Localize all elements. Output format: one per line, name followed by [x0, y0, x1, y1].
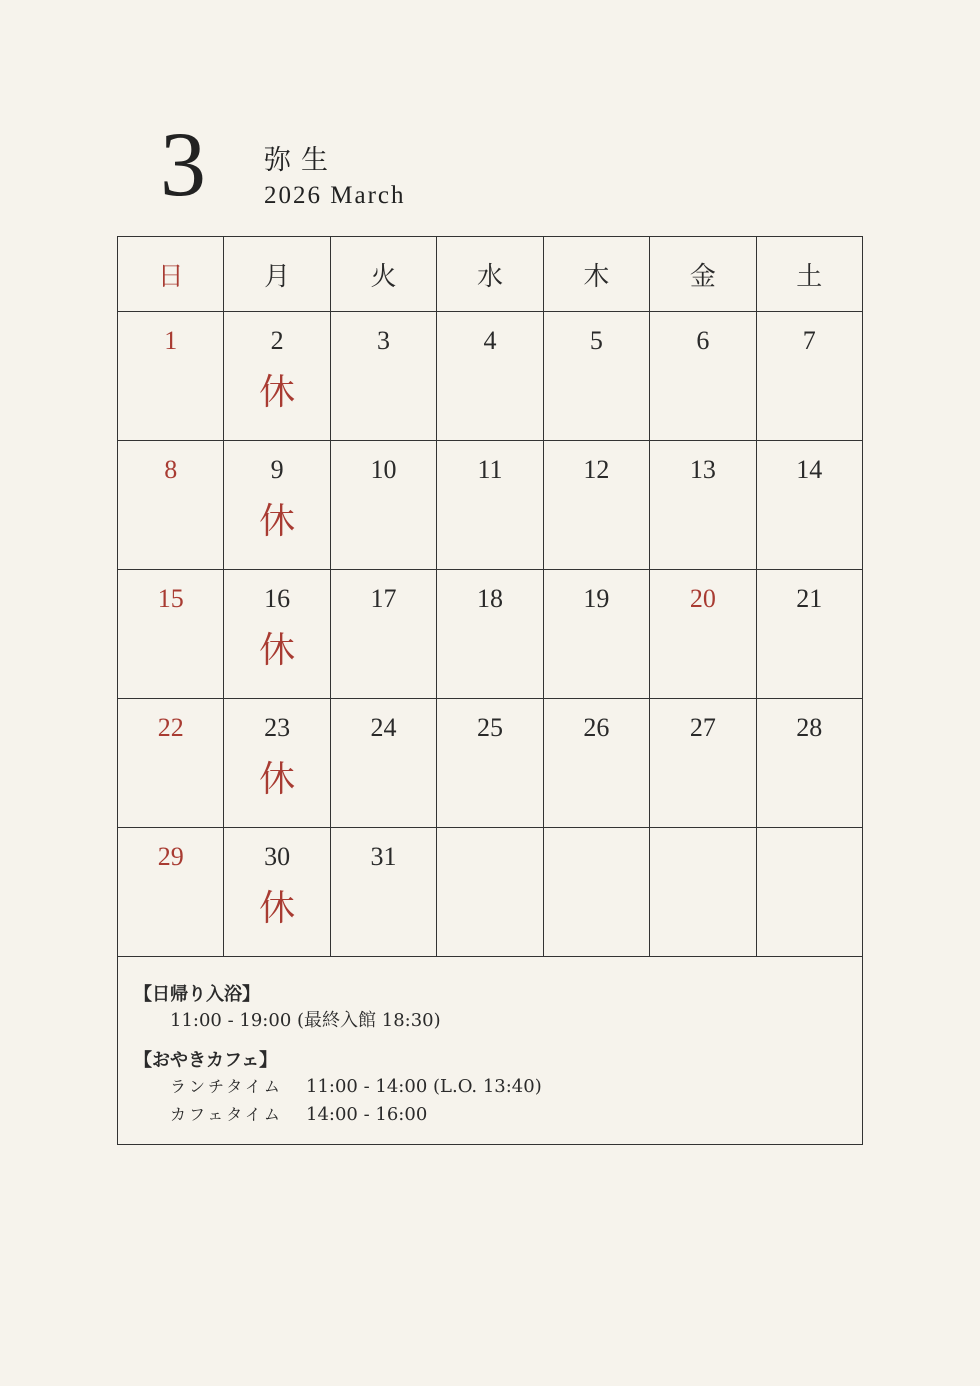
closed-day-mark: 休: [259, 501, 296, 542]
day-number: 11: [477, 455, 503, 484]
day-cell: [330, 699, 436, 828]
week-row: [118, 570, 863, 699]
month-number: 3: [160, 113, 206, 215]
cafe-time-row: [170, 1101, 862, 1129]
cafe-time-label: カフェタイム: [170, 1105, 283, 1124]
hours-info-box: [117, 955, 863, 1145]
calendar-grid: [117, 236, 863, 957]
weekday-header: 土: [756, 237, 862, 312]
closed-day-mark: 休: [259, 372, 296, 413]
day-cell: [543, 312, 649, 441]
day-number: 29: [157, 842, 184, 871]
day-cell: [756, 441, 862, 570]
day-cell: [118, 570, 224, 699]
day-number: 15: [157, 584, 184, 613]
day-cell: [650, 312, 756, 441]
day-cell: [756, 699, 862, 828]
day-cell: [543, 570, 649, 699]
cafe-heading: 【おやきカフェ】: [134, 1050, 278, 1071]
day-cell: [543, 441, 649, 570]
day-number: 24: [370, 713, 397, 742]
day-cell: [330, 828, 436, 957]
day-cell: [650, 441, 756, 570]
week-row: [118, 312, 863, 441]
lunch-time-label: ランチタイム: [170, 1077, 283, 1096]
day-number: 28: [796, 713, 823, 742]
week-row: [118, 441, 863, 570]
day-cell: [118, 312, 224, 441]
day-number: 17: [370, 584, 397, 613]
day-number: 12: [583, 455, 610, 484]
day-number: 2: [270, 326, 284, 355]
day-number: 6: [696, 326, 710, 355]
day-cell: [330, 570, 436, 699]
day-number: 5: [589, 326, 603, 355]
day-number: 1: [164, 326, 178, 355]
day-cell: [437, 312, 543, 441]
day-number: 27: [689, 713, 716, 742]
day-number: 9: [270, 455, 284, 484]
cafe-time-hours: 14:00 - 16:00: [306, 1104, 428, 1125]
day-cell: [224, 312, 330, 441]
day-number: 7: [802, 326, 816, 355]
day-cell: [118, 828, 224, 957]
day-cell: [118, 699, 224, 828]
day-cell: [224, 441, 330, 570]
weekday-header: 水: [437, 237, 543, 312]
day-number: 31: [370, 842, 397, 871]
day-cell: [437, 828, 543, 957]
weekday-header: 日: [118, 237, 224, 312]
day-number: 25: [476, 713, 503, 742]
day-number: 3: [377, 326, 391, 355]
day-number: 16: [264, 584, 291, 613]
day-cell: [650, 828, 756, 957]
day-cell: [224, 570, 330, 699]
weekday-header: 火: [330, 237, 436, 312]
day-number: 4: [483, 326, 497, 355]
day-number: 20: [689, 584, 716, 613]
lunch-time-hours: 11:00 - 14:00 (L.O. 13:40): [306, 1076, 542, 1097]
day-cell: [224, 828, 330, 957]
bath-hours: 11:00 - 19:00 (最終入館 18:30): [170, 1010, 441, 1031]
day-number: 30: [264, 842, 291, 871]
year-month-title: 2026 March: [264, 182, 406, 209]
week-row: [118, 699, 863, 828]
day-cell: [437, 441, 543, 570]
day-cell: [756, 312, 862, 441]
weekday-header: 金: [650, 237, 756, 312]
day-cell: [330, 441, 436, 570]
day-cell: [756, 828, 862, 957]
day-number: 18: [476, 584, 503, 613]
day-cell: [650, 699, 756, 828]
bath-heading: 【日帰り入浴】: [134, 984, 260, 1005]
day-number: 26: [583, 713, 610, 742]
day-number: 23: [264, 713, 291, 742]
day-number: 21: [796, 584, 823, 613]
day-number: 13: [689, 455, 716, 484]
closed-day-mark: 休: [259, 630, 296, 671]
day-cell: [756, 570, 862, 699]
week-row: [118, 828, 863, 957]
day-cell: [437, 570, 543, 699]
closed-day-mark: 休: [259, 888, 296, 929]
day-number: 19: [583, 584, 610, 613]
day-cell: [437, 699, 543, 828]
day-cell: [543, 699, 649, 828]
day-number: 8: [164, 455, 178, 484]
calendar-body: [118, 312, 863, 957]
day-cell: [650, 570, 756, 699]
day-cell: [224, 699, 330, 828]
day-number: 14: [796, 455, 823, 484]
day-cell: [543, 828, 649, 957]
weekday-header: 月: [224, 237, 330, 312]
weekday-header-row: [118, 237, 863, 312]
weekday-header: 木: [543, 237, 649, 312]
lunch-time-row: [170, 1073, 862, 1101]
day-cell: [118, 441, 224, 570]
month-japanese-name: 弥生: [264, 145, 338, 176]
day-cell: [330, 312, 436, 441]
day-number: 22: [157, 713, 184, 742]
closed-day-mark: 休: [259, 759, 296, 800]
day-number: 10: [370, 455, 397, 484]
